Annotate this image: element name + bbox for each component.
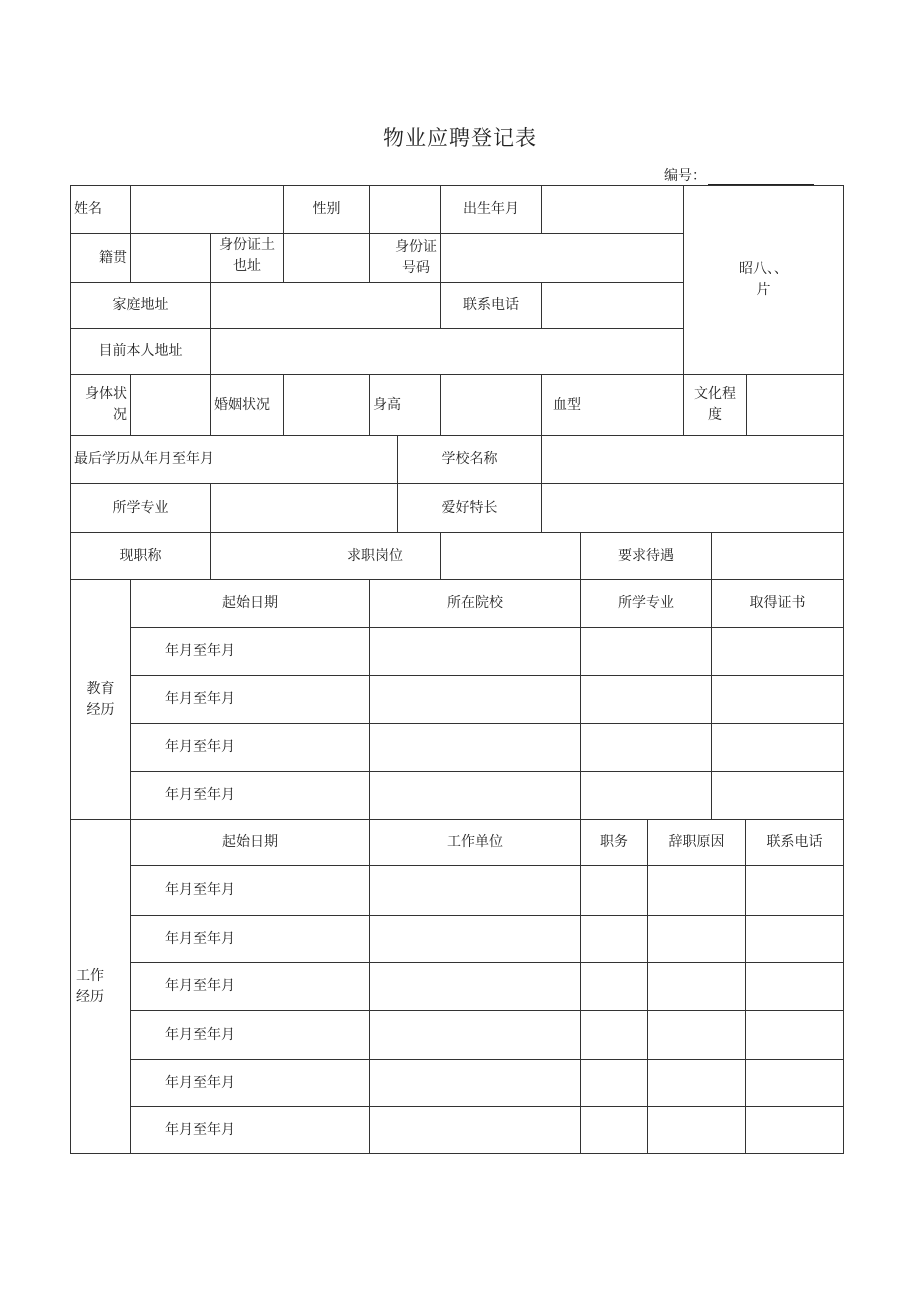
edu-row-3-date: 年月至年月 [130, 723, 370, 772]
work-row-5-reason[interactable] [647, 1059, 746, 1107]
work-row-6-phone[interactable] [745, 1106, 844, 1154]
work-row-4-reason[interactable] [647, 1010, 746, 1060]
name-field[interactable] [130, 185, 284, 234]
work-row-6-employer[interactable] [369, 1106, 581, 1154]
id-number-label-b: 号码 [402, 260, 430, 276]
education-label-b: 经历 [86, 701, 115, 718]
work-row-5-employer[interactable] [369, 1059, 581, 1107]
edu-row-4-date: 年月至年月 [130, 771, 370, 820]
edu-row-2-school[interactable] [369, 675, 581, 724]
education-level-label-b: 度 [708, 407, 722, 423]
id-address-label-b: 也址 [233, 258, 261, 274]
health-label-b: 况 [113, 407, 127, 423]
height-field[interactable] [440, 374, 542, 436]
hobby-label: 爱好特长 [397, 483, 542, 533]
current-address-field[interactable] [210, 328, 684, 375]
work-row-2-reason[interactable] [647, 915, 746, 963]
work-row-1-reason[interactable] [647, 865, 746, 916]
edu-row-1-date: 年月至年月 [130, 627, 370, 676]
work-row-1-date: 年月至年月 [130, 865, 370, 916]
work-section-label [70, 819, 131, 1154]
work-row-5-position[interactable] [580, 1059, 648, 1107]
edu-row-2-major[interactable] [580, 675, 712, 724]
home-address-label: 家庭地址 [70, 282, 211, 329]
id-address-field[interactable] [283, 233, 370, 283]
edu-row-1-school[interactable] [369, 627, 581, 676]
work-row-1-employer[interactable] [369, 865, 581, 916]
edu-row-3-school[interactable] [369, 723, 581, 772]
work-label-a: 工作 [76, 967, 104, 984]
id-address-label-a: 身份证土 [219, 237, 275, 253]
native-place-field[interactable] [130, 233, 211, 283]
edu-row-2-certificate[interactable] [711, 675, 844, 724]
photo-label-a: 昭八、、 [739, 261, 788, 277]
marital-label: 婚姻状况 [210, 374, 284, 436]
salary-field[interactable] [711, 532, 844, 580]
last-education-label: 最后学历从年月至年月 [70, 435, 398, 484]
title-now-label: 现职称 [70, 532, 211, 580]
work-row-3-reason[interactable] [647, 962, 746, 1011]
hobby-field[interactable] [541, 483, 844, 533]
work-row-5-date: 年月至年月 [130, 1059, 370, 1107]
height-label: 身高 [369, 374, 441, 436]
health-field[interactable] [130, 374, 211, 436]
edu-header-certificate: 取得证书 [711, 579, 844, 628]
work-header-date: 起始日期 [130, 819, 370, 866]
blood-label: 血型 [541, 374, 684, 436]
edu-row-4-certificate[interactable] [711, 771, 844, 820]
birth-label: 出生年月 [440, 185, 542, 234]
edu-row-4-major[interactable] [580, 771, 712, 820]
photo-box[interactable] [683, 185, 844, 375]
work-row-4-phone[interactable] [745, 1010, 844, 1060]
photo-label-b: 片 [756, 282, 771, 298]
health-label-a: 身体状 [85, 386, 127, 402]
page-title: 物业应聘登记表 [383, 126, 537, 150]
work-row-4-position[interactable] [580, 1010, 648, 1060]
form-number [664, 165, 814, 185]
work-header-position: 职务 [580, 819, 648, 866]
health-label [70, 374, 131, 436]
work-row-2-date: 年月至年月 [130, 915, 370, 963]
work-header-phone: 联系电话 [745, 819, 844, 866]
id-address-label [210, 233, 284, 283]
edu-row-1-major[interactable] [580, 627, 712, 676]
gender-field[interactable] [369, 185, 441, 234]
marital-field[interactable] [283, 374, 370, 436]
work-row-3-date: 年月至年月 [130, 962, 370, 1011]
edu-header-school: 所在院校 [369, 579, 581, 628]
job-wanted-field[interactable] [440, 532, 581, 580]
work-row-1-phone[interactable] [745, 865, 844, 916]
major-field[interactable] [210, 483, 398, 533]
form-number-label: 编号： [664, 168, 706, 184]
work-row-6-date: 年月至年月 [130, 1106, 370, 1154]
form-number-field[interactable] [708, 172, 814, 185]
work-header-employer: 工作单位 [369, 819, 581, 866]
birth-field[interactable] [541, 185, 684, 234]
education-level-field[interactable] [746, 374, 844, 436]
school-label: 学校名称 [397, 435, 542, 484]
native-place-label: 籍贯 [70, 233, 131, 283]
edu-header-major: 所学专业 [580, 579, 712, 628]
work-row-3-employer[interactable] [369, 962, 581, 1011]
salary-label: 要求待遇 [580, 532, 712, 580]
phone-label: 联系电话 [440, 282, 542, 329]
id-number-label-a: 身份证 [395, 239, 437, 255]
education-level-label [683, 374, 747, 436]
work-row-3-position[interactable] [580, 962, 648, 1011]
work-row-4-employer[interactable] [369, 1010, 581, 1060]
work-row-4-date: 年月至年月 [130, 1010, 370, 1060]
name-label: 姓名 [70, 185, 131, 234]
education-section-label [70, 579, 131, 820]
id-number-label [369, 233, 441, 283]
school-field[interactable] [541, 435, 844, 484]
work-row-2-position[interactable] [580, 915, 648, 963]
edu-row-1-certificate[interactable] [711, 627, 844, 676]
phone-field[interactable] [541, 282, 684, 329]
work-row-3-phone[interactable] [745, 962, 844, 1011]
work-label-b: 经历 [76, 988, 104, 1005]
education-label-a: 教育 [86, 680, 115, 697]
work-row-5-phone[interactable] [745, 1059, 844, 1107]
edu-header-date: 起始日期 [130, 579, 370, 628]
work-row-2-phone[interactable] [745, 915, 844, 963]
edu-row-2-date: 年月至年月 [130, 675, 370, 724]
edu-row-3-certificate[interactable] [711, 723, 844, 772]
work-header-reason: 辞职原因 [647, 819, 746, 866]
current-address-label: 目前本人地址 [70, 328, 211, 375]
job-wanted-label: 求职岗位 [210, 532, 441, 580]
edu-row-4-school[interactable] [369, 771, 581, 820]
work-row-6-reason[interactable] [647, 1106, 746, 1154]
gender-label: 性别 [283, 185, 370, 234]
home-address-field[interactable] [210, 282, 441, 329]
edu-row-3-major[interactable] [580, 723, 712, 772]
work-row-6-position[interactable] [580, 1106, 648, 1154]
work-row-2-employer[interactable] [369, 915, 581, 963]
major-label: 所学专业 [70, 483, 211, 533]
work-row-1-position[interactable] [580, 865, 648, 916]
education-level-label-a: 文化程 [694, 386, 736, 402]
id-number-field[interactable] [440, 233, 684, 283]
